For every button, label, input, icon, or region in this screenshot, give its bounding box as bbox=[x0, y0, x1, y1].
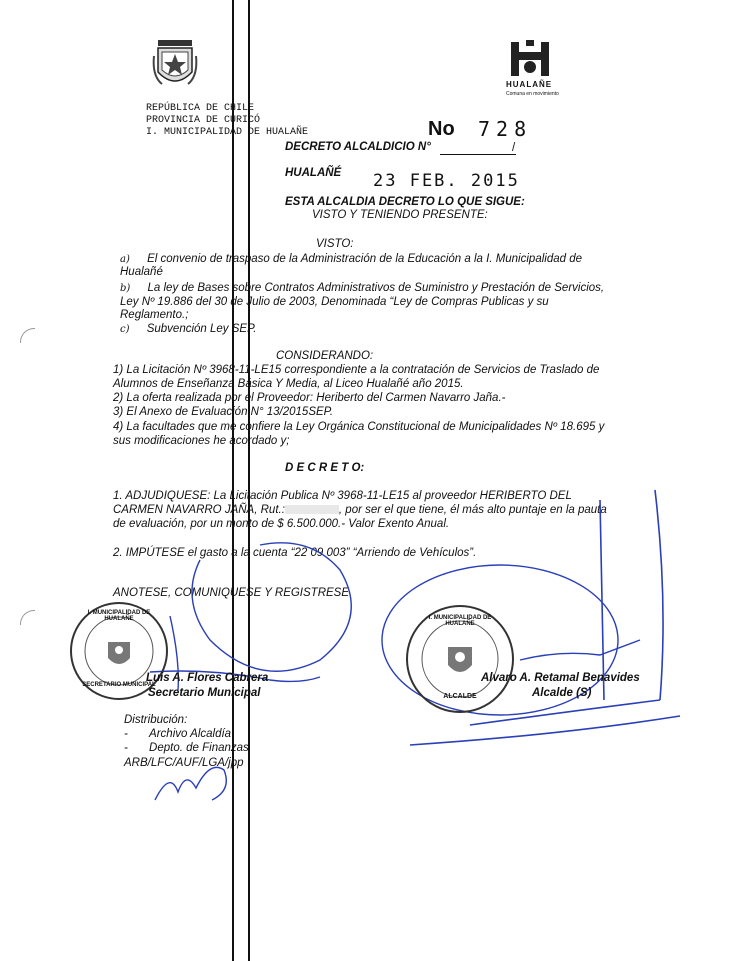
bullet-dash: - bbox=[124, 728, 128, 740]
intro-line-1: ESTA ALCALDIA DECRETO LO QUE SIGUE: bbox=[285, 196, 525, 208]
bullet-dash: - bbox=[124, 742, 128, 754]
distribution-initials: ARB/LFC/AUF/LGA/jpp bbox=[124, 757, 244, 769]
visto-text: La ley de Bases sobre Contratos Administrativos de Suministro y Prestación de Servicios, bbox=[147, 282, 605, 294]
visto-letter: c) bbox=[120, 324, 130, 335]
seal-alcalde-top: I. MUNICIPALIDAD DE HUALAÑE bbox=[428, 615, 492, 627]
distribution-item bbox=[124, 741, 249, 755]
decree-label: DECRETO ALCALDICIO N° bbox=[285, 141, 431, 153]
signature-left-name: Luis A. Flores Cabrera bbox=[146, 672, 269, 684]
considerando-line: 1) La Licitación Nº 3968-11-LE15 correspondiente a la contratación de Servicios de Traslado de bbox=[113, 364, 600, 376]
signature-right-title: Alcalde (S) bbox=[532, 687, 592, 699]
visto-letter: a) bbox=[120, 254, 130, 265]
decree-stamp-no: No bbox=[428, 118, 455, 140]
closing-line: ANOTESE, COMUNIQUESE Y REGISTRESE bbox=[113, 587, 350, 599]
seal-secretario-top: I. MUNICIPALIDAD DE HUALAÑE bbox=[87, 610, 151, 622]
considerando-heading: CONSIDERANDO: bbox=[276, 350, 374, 362]
decreto-p2: 2. IMPÚTESE el gasto a la cuenta “22 09 003” “Arriendo de Vehículos”. bbox=[113, 547, 477, 559]
decreto-p1-line2a: CARMEN NAVARRO JAÑA, Rut.: bbox=[113, 504, 285, 516]
decreto-p1-line2b: , por ser el que tiene, él más alto puntaje en la pauta bbox=[338, 504, 607, 516]
considerando-line: 4) La facultades que me confiere la Ley Orgánica Constitucional de Municipalidades Nº 18.695 y bbox=[113, 421, 605, 433]
considerando-line: sus modificaciones he acordado y; bbox=[113, 435, 290, 447]
seal-alcalde-bottom: ALCALDE bbox=[443, 693, 477, 700]
intro-line-2: VISTO Y TENIENDO PRESENTE: bbox=[312, 209, 488, 221]
considerando-line: Alumnos de Enseñanza Básica Y Media, al Liceo Hualañé año 2015. bbox=[113, 378, 464, 390]
distribution-heading: Distribución: bbox=[124, 714, 188, 726]
header-line-municipalidad: I. MUNICIPALIDAD DE HUALAÑE bbox=[146, 127, 309, 138]
visto-item-b-cont: Ley Nº 19.886 del 30 de Julio de 2003, Denominada “Ley de Compras Publicas y su bbox=[120, 296, 549, 308]
distribution-item bbox=[124, 727, 231, 741]
decree-date: 23 FEB. 2015 bbox=[373, 171, 520, 191]
visto-item-a-cont: Hualañé bbox=[120, 266, 163, 278]
decreto-p1-line1: 1. ADJUDIQUESE: La Licitación Publica Nº 3968-11-LE15 al proveedor HERIBERTO DEL bbox=[113, 490, 572, 502]
decreto-p1-line3: de evaluación, por un monto de $ 6.500.000.- Valor Exento Anual. bbox=[113, 518, 450, 530]
decree-place: HUALAÑÉ bbox=[285, 167, 342, 179]
decreto-heading: D E C R E T O: bbox=[285, 462, 365, 474]
visto-text: Subvención Ley SEP. bbox=[146, 323, 257, 335]
logo-text: HUALAÑE bbox=[506, 80, 553, 89]
visto-text: El convenio de traspaso de la Administración de la Educación a la I. Municipalidad de bbox=[147, 253, 582, 265]
decree-number: 728 bbox=[478, 117, 533, 141]
distribution-item-label: Depto. de Finanzas bbox=[149, 742, 249, 754]
distribution-item-label: Archivo Alcaldía bbox=[149, 728, 232, 740]
header-line-republica: REPÚBLICA DE CHILE bbox=[146, 103, 255, 114]
header-line-provincia: PROVINCIA DE CURICÓ bbox=[146, 115, 261, 126]
visto-item-b-cont2: Reglamento.; bbox=[120, 309, 189, 321]
seal-secretario-bottom: SECRETARIO MUNICIPAL bbox=[82, 682, 156, 688]
logo-subtext: Comuna en movimiento bbox=[506, 91, 559, 97]
decree-slash: / bbox=[512, 142, 516, 154]
signature-left-title: Secretario Municipal bbox=[148, 687, 261, 699]
considerando-line: 2) La oferta realizada por el Proveedor: Heriberto del Carmen Navarro Jaña.- bbox=[113, 392, 506, 404]
signature-right-name: Alvaro A. Retamal Benavides bbox=[481, 672, 640, 684]
seal-alcalde bbox=[406, 605, 514, 713]
considerando-line: 3) El Anexo de Evaluación N° 13/2015SEP. bbox=[113, 406, 334, 418]
visto-heading: VISTO: bbox=[316, 238, 354, 250]
visto-letter: b) bbox=[120, 283, 131, 294]
